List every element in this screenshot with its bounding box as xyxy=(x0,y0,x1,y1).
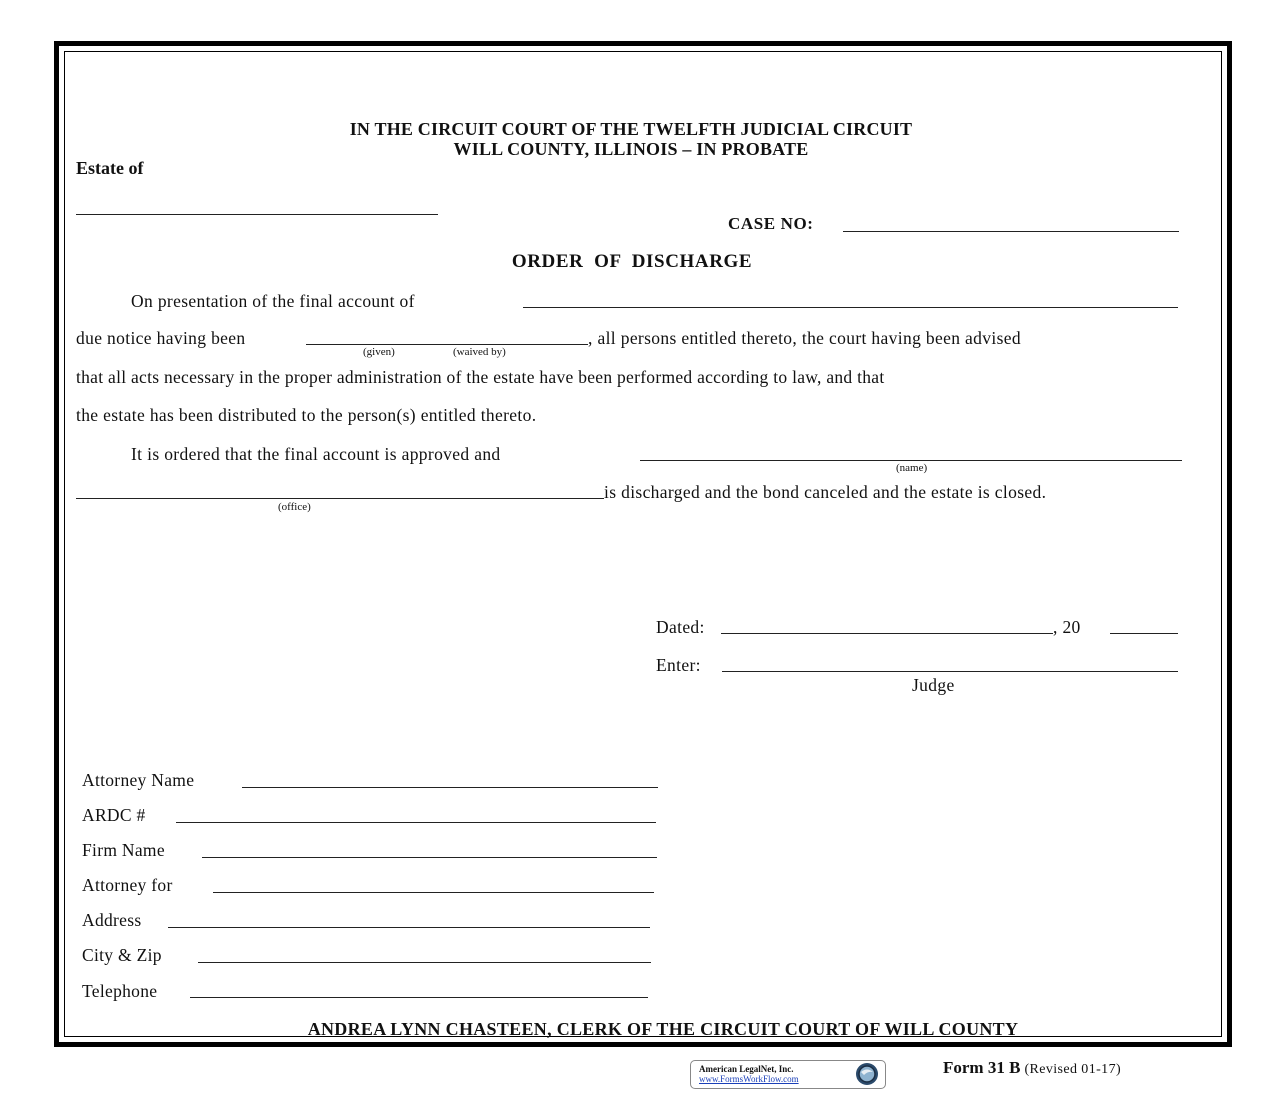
page-border xyxy=(54,41,1232,1047)
ardc-label: ARDC # xyxy=(82,805,146,825)
notice-given-waived-field[interactable] xyxy=(306,344,588,345)
logo-company: American LegalNet, Inc. xyxy=(699,1064,794,1074)
dated-field[interactable] xyxy=(721,633,1053,634)
page-border-inner xyxy=(64,51,1222,1037)
p1-line3: that all acts necessary in the proper administration of the estate have been performed according to law, and that xyxy=(76,367,885,387)
estate-name-field[interactable] xyxy=(76,214,438,215)
telephone-field[interactable] xyxy=(190,997,648,998)
city-zip-label: City & Zip xyxy=(82,945,162,965)
court-header-line2: WILL COUNTY, ILLINOIS – IN PROBATE xyxy=(453,139,809,159)
firm-name-label: Firm Name xyxy=(82,840,165,860)
p1-line2-suffix: , all persons entitled thereto, the court having been advised xyxy=(588,328,1021,348)
city-zip-field[interactable] xyxy=(198,962,651,963)
clerk-name: ANDREA LYNN CHASTEEN, CLERK OF THE CIRCUIT COURT OF WILL COUNTY xyxy=(307,1019,1019,1039)
logo-url-link[interactable]: www.FormsWorkFlow.com xyxy=(699,1074,799,1084)
telephone-label: Telephone xyxy=(82,981,158,1001)
attorney-for-field[interactable] xyxy=(213,892,654,893)
revised-date: (Revised 01-17) xyxy=(1024,1062,1122,1077)
final-account-of-field[interactable] xyxy=(523,307,1178,308)
form-number: Form 31 B xyxy=(943,1058,1021,1077)
attorney-for-label: Attorney for xyxy=(82,875,173,895)
p1-line4: the estate has been distributed to the person(s) entitled thereto. xyxy=(76,405,537,425)
p2-line2-suffix: is discharged and the bond canceled and the estate is closed. xyxy=(604,482,1047,502)
p1-line1-text: On presentation of the final account of xyxy=(131,291,415,311)
hint-waived-by: (waived by) xyxy=(453,346,506,358)
judge-signature-field[interactable] xyxy=(722,671,1178,672)
judge-label: Judge xyxy=(912,675,955,695)
year-field[interactable] xyxy=(1110,633,1178,634)
attorney-name-label: Attorney Name xyxy=(82,770,195,790)
attorney-name-field[interactable] xyxy=(242,787,658,788)
case-no-label: CASE NO: xyxy=(728,214,814,233)
estate-of-label: Estate of xyxy=(76,158,144,178)
year-prefix: , 20 xyxy=(1053,617,1081,637)
american-legalnet-logo[interactable] xyxy=(690,1060,886,1089)
address-field[interactable] xyxy=(168,927,650,928)
address-label: Address xyxy=(82,910,142,930)
p1-line2-prefix: due notice having been xyxy=(76,328,246,348)
enter-label: Enter: xyxy=(656,655,701,675)
discharged-name-field[interactable] xyxy=(640,460,1182,461)
court-header-line1: IN THE CIRCUIT COURT OF THE TWELFTH JUDICIAL CIRCUIT xyxy=(349,119,913,139)
ardc-field[interactable] xyxy=(176,822,656,823)
hint-given: (given) xyxy=(363,346,395,358)
dated-label: Dated: xyxy=(656,617,705,637)
order-title: ORDER OF DISCHARGE xyxy=(511,251,753,272)
p2-line1-text: It is ordered that the final account is approved and xyxy=(131,444,501,464)
case-no-field[interactable] xyxy=(843,231,1179,232)
form-number-block xyxy=(943,1058,1121,1078)
globe-logo-icon xyxy=(855,1062,879,1086)
hint-name: (name) xyxy=(896,462,928,474)
discharged-office-field[interactable] xyxy=(76,498,604,499)
firm-name-field[interactable] xyxy=(202,857,657,858)
hint-office: (office) xyxy=(278,501,311,513)
